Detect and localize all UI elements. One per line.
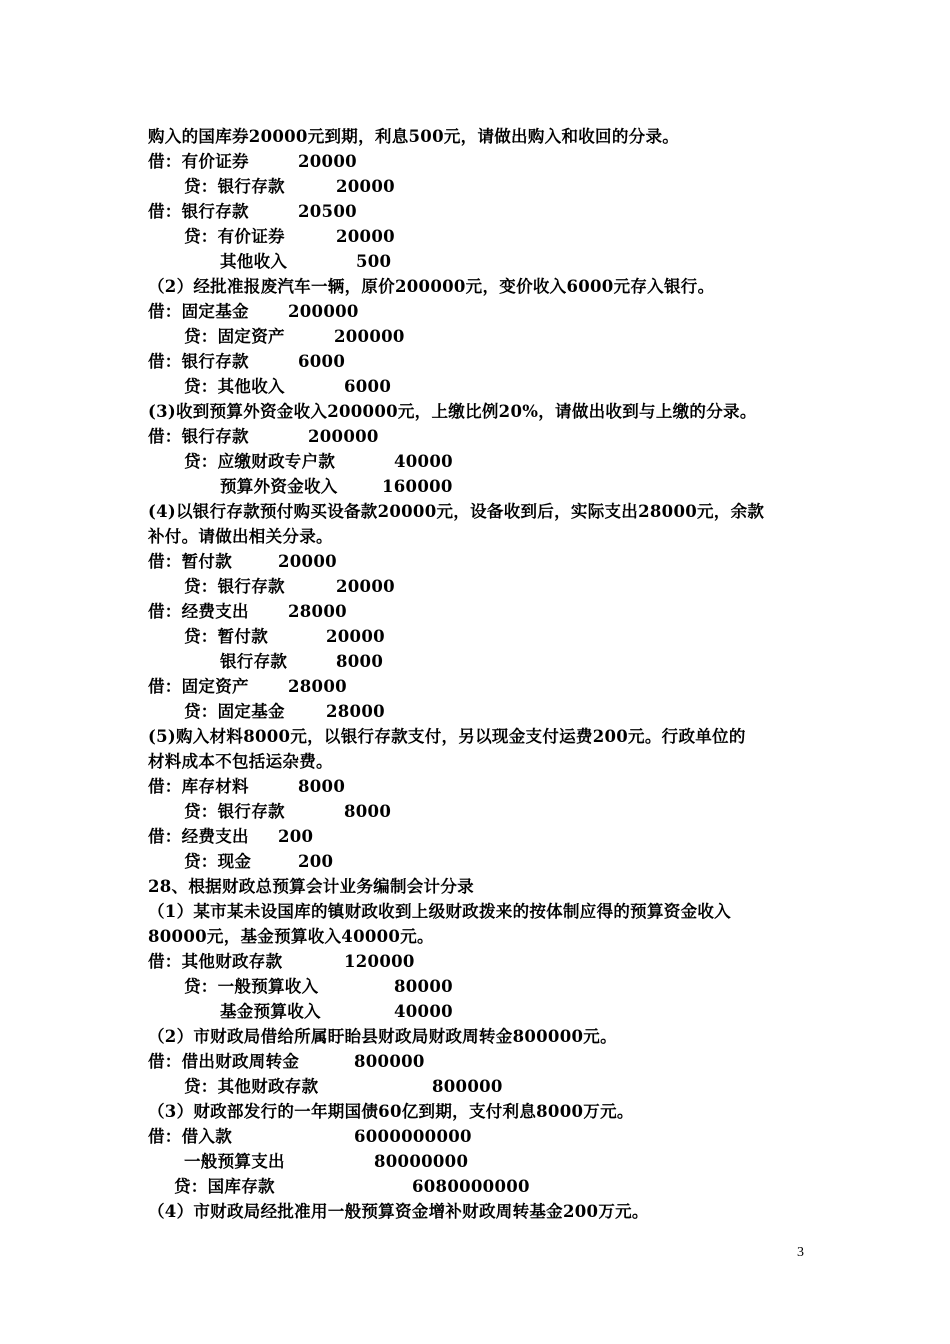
page-number: 3 <box>797 1245 804 1260</box>
document-page: 购入的国库券20000元到期，利息500元，请做出购入和收回的分录。 借：有价证券 20000 贷：银行存款 20000 借：银行存款 20500 贷：有价证券 20000 其他收入 500 （2）经批准报废汽车一辆，原价200000元，变价收入6000元存入银行。 借：固定基金 200000 贷：固定资产 200000 借：银行存款 6000 贷：其他收入 6000 (3)收到预算外资金收入200000元，上缴比例20%，请做出收到与上缴的分录。 借：银行存款 200000 贷：应缴财政专户款 40000 预算外资金收入 160000 (4)以银行存款预付购买设备款20000元，设备收到后，实际支出28000元，余款 补付。请做出相关分录。 借：暂付款 20000 贷：银行存款 20000 借：经费支出 28000 贷：暂付款 20000 银行存款 8000 借：固定资产 28000 贷：固定基金 28000 (5)购入材料8000元，以银行存款支付，另以现金支付运费200元。行政单位的 材料成本不包括运杂费。 借：库存材料 8000 贷：银行存款 8000 借：经费支出 200 贷：现金 200 28、根据财政总预算会计业务编制会计分录 （1）某市某未设国库的镇财政收到上级财政拨来的按体制应得的预算资金收入 80000元，基金预算收入40000元。 借：其他财政存款 120000 贷：一般预算收入 80000 基金预算收入 40000 （2）市财政局借给所属盱眙县财政局财政周转金800000元。 借：借出财政周转金 800000 贷：其他财政存款 800000 （3）财政部发行的一年期国债60亿到期，支付利息8000万元。 借：借入款 6000000000 一般预算支出 80000000 贷：国库存款 6080000000 （4）市财政局经批准用一般预算资金增补财政周转基金200万元。 3 <box>148 127 804 1260</box>
